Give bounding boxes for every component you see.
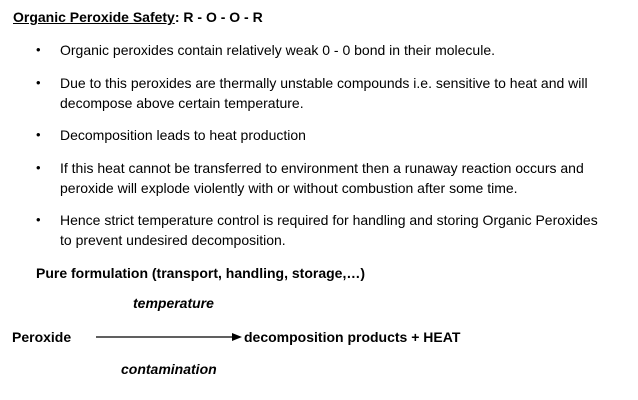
page-title-formula: : R - O - O - R	[174, 9, 263, 25]
bullet-text	[60, 210, 626, 250]
bullet-line: peroxide will explode violently with or without combustion after some time.	[60, 180, 518, 196]
reaction-product: decomposition products + HEAT	[244, 329, 461, 345]
bullet-line: Decomposition leads to heat production	[60, 127, 306, 143]
formulation-heading: Pure formulation (transport, handling, storage,…)	[36, 265, 366, 281]
bullet-line: decompose above certain temperature.	[60, 95, 304, 111]
reaction-condition-above: temperature	[133, 295, 214, 311]
bullet-line: Organic peroxides contain relatively weak 0 - 0 bond in their molecule.	[60, 42, 496, 58]
bullet-text	[60, 158, 626, 198]
bullet-line: Due to this peroxides are thermally unstable compounds i.e. sensitive to heat and will	[60, 75, 588, 91]
bullet-line: Hence strict temperature control is required for handling and storing Organic Peroxides	[60, 212, 598, 228]
page-title-main: Organic Peroxide Safety	[13, 9, 175, 25]
bullet-text	[60, 125, 626, 145]
bullet-text	[60, 73, 626, 113]
page-title	[13, 9, 263, 26]
reaction-arrow-icon	[96, 331, 242, 343]
bullet-line: to prevent undesired decomposition.	[60, 232, 286, 248]
bullet-line: If this heat cannot be transferred to environment then a runaway reaction occurs and	[60, 160, 584, 176]
bullet-text	[60, 40, 626, 60]
reaction-condition-below: contamination	[121, 361, 217, 377]
bullet-dot-icon: •	[36, 75, 41, 90]
bullet-dot-icon: •	[36, 212, 41, 227]
bullet-dot-icon: •	[36, 127, 41, 142]
reaction-reactant: Peroxide	[12, 329, 72, 345]
bullet-dot-icon: •	[36, 160, 41, 175]
bullet-dot-icon: •	[36, 42, 41, 57]
